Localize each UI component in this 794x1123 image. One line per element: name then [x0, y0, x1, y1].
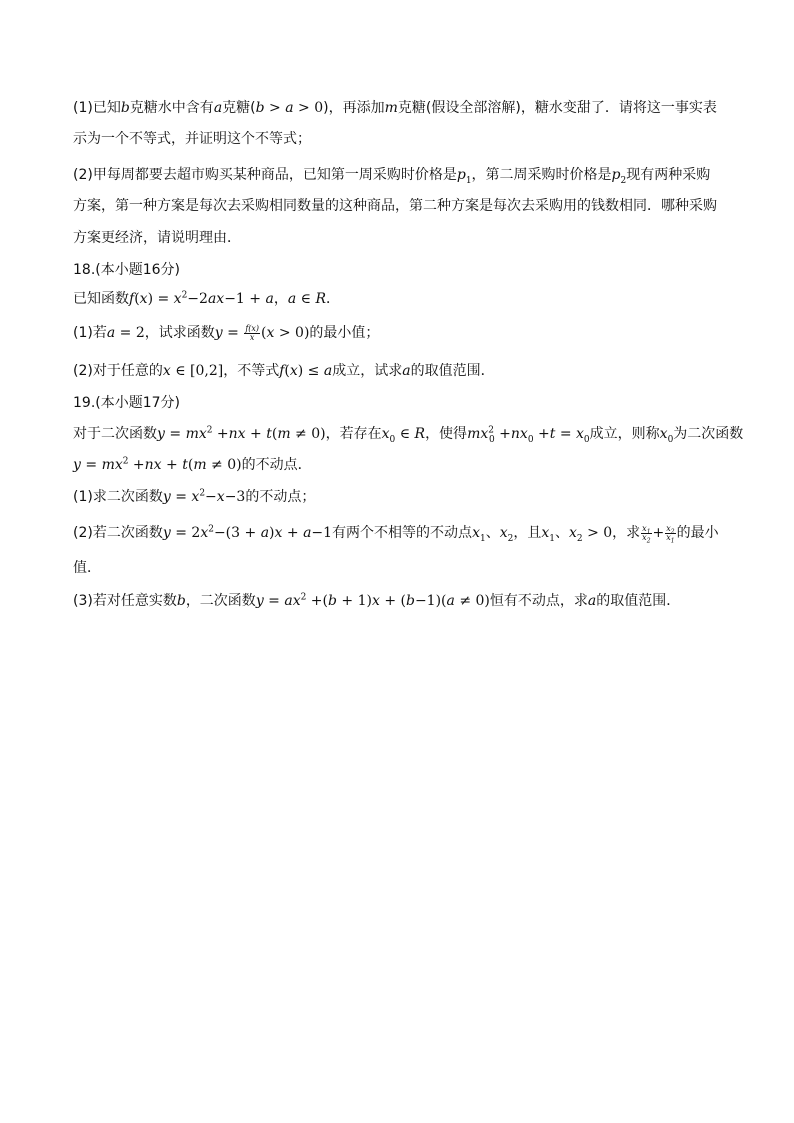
- text: ，使得: [425, 426, 468, 442]
- text: ，求: [612, 525, 641, 541]
- text: 18.(本小题16分): [73, 262, 181, 278]
- text: 、: [554, 525, 569, 541]
- text: (2)若二次函数: [73, 525, 163, 541]
- q19-part2-line1: (2)若二次函数$y = 2x^2-(3 + a)x + a-1$有两个不相等的不动点$x_1$、$x_2$，且$x_1$、$x_2 > 0$，求 $\frac{x_1}{x_2}$ + $\frac{x_2}{x_1}$ 的最小: [73, 523, 719, 545]
- text: (2)对于任意的: [73, 363, 163, 379]
- q18-stem: 已知函数$f(x) = x^2-2ax-1 + a$，a ∈ R．: [73, 290, 340, 307]
- q17-part2-line1: (2)甲每周都要去超市购买某种商品，已知第一周采购时价格是$p_1$，第二周采购时价格是$p_2$现有两种采购: [73, 167, 711, 186]
- text: (2)甲每周都要去超市购买某种商品，已知第一周采购时价格是: [73, 167, 457, 183]
- q19-stem-line1: 对于二次函数$y = mx^2 +nx + t(m \ne 0)$，若存在$x_0$ ∈ R，使得$mx^2_0 +nx_0 +t = x_0$成立，则称$x_0$为二次函数: [73, 425, 744, 445]
- text: 方案更经济，请说明理由．: [73, 230, 241, 246]
- text: 已知函数: [73, 291, 129, 307]
- text: 的取值范围．: [410, 363, 495, 379]
- text: ，试求函数: [144, 325, 215, 341]
- text: ，第二周采购时价格是: [471, 167, 612, 183]
- text: (1)求二次函数: [73, 489, 163, 505]
- text: (1)若: [73, 325, 107, 341]
- text: 的取值范围．: [596, 593, 681, 609]
- text: 克糖(假设全部溶解)，糖水变甜了．请将这一事实表: [397, 100, 717, 116]
- text: 方案，第一种方案是每次去采购相同数量的这种商品，第二种方案是每次去采购用的钱数相同．哪种采购: [73, 198, 717, 214]
- q17-part1-line2: [73, 130, 311, 148]
- text: 为二次函数: [673, 426, 744, 442]
- text: 有两个不相等的不动点: [332, 525, 473, 541]
- text: 对于二次函数: [73, 426, 157, 442]
- text: (1)已知: [73, 100, 121, 116]
- q19-part2-line2: [73, 559, 101, 577]
- text: 成立，试求: [332, 363, 403, 379]
- text: 值．: [73, 560, 101, 576]
- q17-part2-line3: [73, 229, 241, 247]
- q18-part1: (1)若a = 2，试求函数y = $\frac{f(x)}{x}$ (x > 0)的最小值；: [73, 323, 380, 342]
- text: 示为一个不等式，并证明这个不等式；: [73, 131, 311, 147]
- text: 的最小值；: [309, 325, 380, 341]
- text: 的不动点．: [241, 457, 312, 473]
- text: ，且: [513, 525, 542, 541]
- text: 19.(本小题17分): [73, 395, 181, 411]
- text: ，若存在: [325, 426, 382, 442]
- text: ，: [273, 291, 288, 307]
- text: 的最小: [676, 525, 719, 541]
- text: 、: [485, 525, 500, 541]
- text: 克糖水中含有: [129, 100, 214, 116]
- q18-heading: [73, 261, 180, 279]
- q19-part1: (1)求二次函数$y = x^2-x-3$的不动点；: [73, 488, 316, 505]
- text: 的不动点；: [245, 489, 316, 505]
- q17-part2-line2: [73, 197, 717, 215]
- q18-part2: (2)对于任意的x ∈ [0,2]，不等式f(x) ≤ a成立，试求a的取值范围．: [73, 363, 495, 379]
- q19-part3: (3)若对任意实数b，二次函数$y = ax^2 +(b + 1)x + (b-1)(a \ne 0)$恒有不动点，求a的取值范围．: [73, 592, 681, 609]
- q17-part1-line1: (1)已知b克糖水中含有a克糖(b > a > 0)，再添加m克糖(假设全部溶解)，糖水变甜了．请将这一事实表: [73, 100, 717, 116]
- q19-heading: [73, 394, 180, 412]
- text: ，不等式: [223, 363, 280, 379]
- text: ，二次函数: [185, 593, 256, 609]
- q19-stem-line2: $y = mx^2 +nx + t(m \ne 0)$的不动点．: [73, 456, 312, 473]
- text: 现有两种采购: [626, 167, 711, 183]
- text: )，再添加: [323, 100, 385, 116]
- text: (3)若对任意实数: [73, 593, 177, 609]
- text: 成立，则称: [589, 426, 660, 442]
- text: 恒有不动点，求: [489, 593, 588, 609]
- text: 克糖(: [222, 100, 256, 116]
